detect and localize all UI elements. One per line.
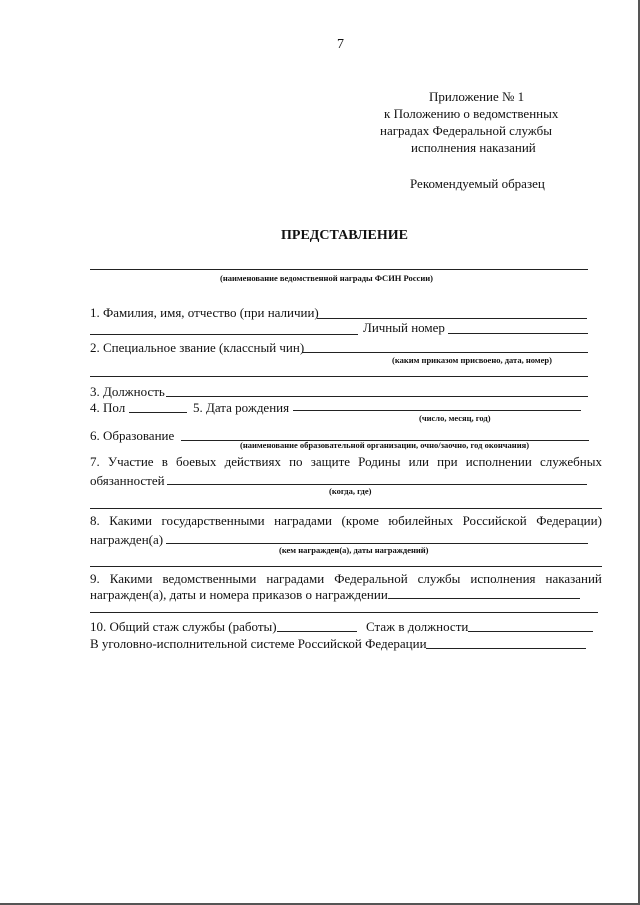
appendix-line-4: исполнения наказаний <box>411 140 536 155</box>
sample-label: Рекомендуемый образец <box>410 176 545 191</box>
field-7-word: служебных <box>539 454 602 469</box>
field-9-word: исполнения <box>470 571 536 586</box>
penal-system-line <box>426 648 586 649</box>
field-6-label: 6. Образование <box>90 428 175 443</box>
field-9-label <box>90 571 602 587</box>
field-7-label <box>90 454 602 470</box>
document-title: ПРЕДСТАВЛЕНИЕ <box>281 228 408 243</box>
field-7-word: Родины <box>358 454 401 469</box>
field-7-word: защите <box>310 454 351 469</box>
field-10-line <box>277 631 357 632</box>
field-9-word: Федеральной <box>334 571 408 586</box>
field-1-line <box>317 318 587 319</box>
field-9-label-2: награжден(а), даты и номера приказов о награждении <box>90 587 388 602</box>
field-7-word: в <box>161 454 168 469</box>
field-8-word: Федерации) <box>536 513 602 528</box>
position-tenure-label: Стаж в должности <box>366 619 469 634</box>
field-7-word: по <box>289 454 303 469</box>
field-9-word: Какими <box>109 571 153 586</box>
field-8-word: юбилейных <box>388 513 454 528</box>
position-tenure-line <box>468 631 593 632</box>
field-8-label <box>90 513 602 529</box>
field-5-label: 5. Дата рождения <box>193 400 290 415</box>
field-8-word: 8. <box>90 513 100 528</box>
field-9-word: 9. <box>90 571 100 586</box>
field-8-label-2: награжден(а) <box>90 532 164 547</box>
field-6-caption: (наименование образовательной организации, очно/заочно, год окончания) <box>240 440 530 450</box>
field-2-line-2 <box>90 376 588 377</box>
page-number: 7 <box>337 37 344 52</box>
field-4-line <box>129 412 187 413</box>
field-8-word: наградами <box>274 513 333 528</box>
appendix-line-2: к Положению о ведомственных <box>384 106 559 121</box>
field-7-word: 7. <box>90 454 100 469</box>
appendix-line-1: Приложение № 1 <box>429 89 525 104</box>
appendix-line-3: наградах Федеральной службы <box>380 123 552 138</box>
field-7-word: боевых <box>176 454 217 469</box>
field-7-caption: (когда, где) <box>329 486 372 496</box>
field-3-line <box>166 396 588 397</box>
field-7-word: Участие <box>107 454 154 469</box>
field-2-caption: (каким приказом присвоено, дата, номер) <box>392 355 552 365</box>
field-7-word: действиях <box>224 454 281 469</box>
penal-system-label: В уголовно-исполнительной системе Российской Федерации <box>90 636 427 651</box>
personal-number-label: Личный номер <box>363 320 445 335</box>
field-7-word: или <box>408 454 430 469</box>
field-7-word: при <box>437 454 458 469</box>
field-8-word: (кроме <box>341 513 379 528</box>
field-1-line-2 <box>90 334 358 335</box>
field-8-word: Российской <box>462 513 527 528</box>
field-8-line <box>166 543 588 544</box>
field-7-line <box>167 484 587 485</box>
field-8-word: Какими <box>109 513 152 528</box>
field-1-label: 1. Фамилия, имя, отчество (при наличии) <box>90 305 319 320</box>
field-9-line <box>388 598 580 599</box>
award-name-line <box>90 269 588 270</box>
field-9-word: наказаний <box>545 571 602 586</box>
field-7-label-2: обязанностей <box>90 473 165 488</box>
field-9-word: наградами <box>266 571 325 586</box>
field-9-word: службы <box>417 571 461 586</box>
field-7-line-2 <box>90 508 602 509</box>
field-8-word: государственными <box>161 513 265 528</box>
field-10-label: 10. Общий стаж службы (работы) <box>90 619 277 634</box>
field-5-caption: (число, месяц, год) <box>419 413 491 423</box>
field-5-line <box>293 410 581 411</box>
field-2-label: 2. Специальное звание (классный чин) <box>90 340 305 355</box>
field-4-label: 4. Пол <box>90 400 126 415</box>
field-8-line-2 <box>90 566 602 567</box>
field-9-word: ведомственными <box>162 571 257 586</box>
field-3-label: 3. Должность <box>90 384 165 399</box>
field-8-caption: (кем награжден(а), даты награждений) <box>279 545 429 555</box>
field-9-line-2 <box>90 612 598 613</box>
field-2-line <box>302 352 588 353</box>
field-7-word: исполнении <box>465 454 532 469</box>
award-name-caption: (наименование ведомственной награды ФСИН России) <box>220 273 433 283</box>
personal-number-line <box>448 333 588 334</box>
